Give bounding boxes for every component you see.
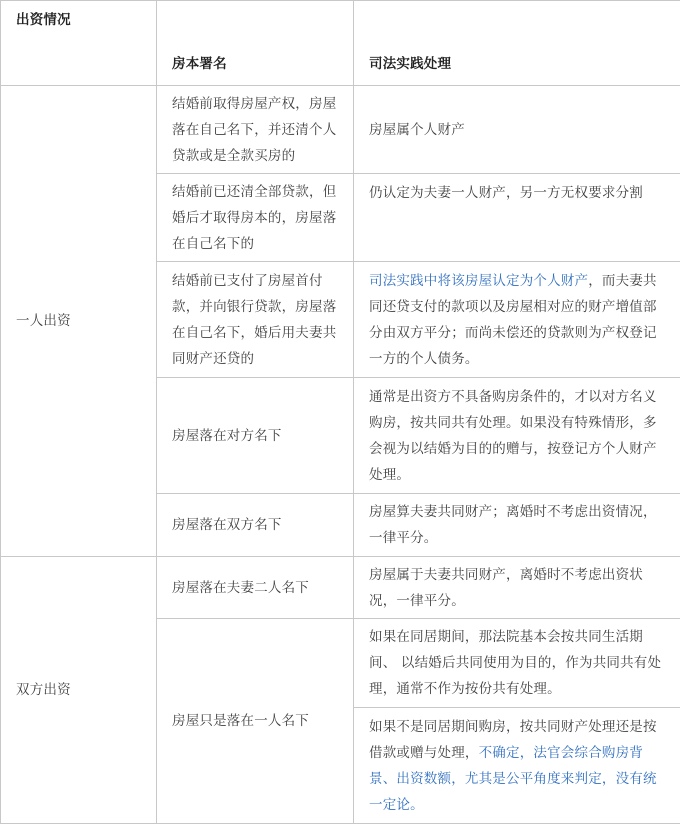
practice-cell — [354, 378, 680, 494]
header-judicial-practice: 司法实践处理 — [354, 1, 680, 86]
practice-text: 房屋属于夫妻共同财产，离婚时不考虑出资状况，一律平分。 — [369, 566, 643, 609]
table-row — [1, 86, 680, 174]
practice-cell — [354, 174, 680, 262]
practice-cell — [354, 262, 680, 378]
deed-name-cell: 结婚前取得房屋产权，房屋落在自己名下，并还清个人贷款或是全款买房的 — [157, 86, 354, 174]
funding-cell: 双方出资 — [1, 557, 157, 824]
practice-cell — [354, 86, 680, 174]
highlighted-text: 司法实践中将该房屋认定为个人财产 — [369, 272, 589, 289]
deed-name-cell: 结婚前已还清全部贷款，但婚后才取得房本的，房屋落在自己名下的 — [157, 174, 354, 262]
practice-cell — [354, 494, 680, 557]
practice-text: 房屋属个人财产 — [369, 121, 465, 138]
practice-text: 如果在同居期间，那法院基本会按共同生活期间、 以结婚后共同使用为目的，作为共同共有处理，通常不作为按份共有处理。 — [369, 629, 662, 697]
highlighted-text: 不确定，法官会综合购房背景、出资数额，尤其是公平角度来判定，没有统一定论。 — [369, 744, 657, 813]
practice-cell — [354, 557, 680, 619]
header-row — [1, 1, 680, 86]
practice-text: 仍认定为夫妻一人财产，另一方无权要求分割 — [369, 185, 643, 201]
deed-name-cell: 房屋落在夫妻二人名下 — [157, 557, 354, 619]
practice-text: 房屋算夫妻共同财产；离婚时不考虑出资情况，一律平分。 — [369, 504, 657, 546]
practice-cell — [354, 708, 680, 824]
practice-text: 通常是出资方不具备购房条件的，才以对方名义购房，按共同共有处理。如果没有特殊情形，多会视为以结婚为目的的赠与，按登记方个人财产处理。 — [369, 388, 657, 483]
deed-name-cell: 结婚前已支付了房屋首付款，并向银行贷款，房屋落在自己名下，婚后用夫妻共同财产还贷的 — [157, 262, 354, 378]
deed-name-cell: 房屋落在双方名下 — [157, 494, 354, 557]
deed-name-cell: 房屋只是落在一人名下 — [157, 619, 354, 824]
funding-cell: 一人出资 — [1, 86, 157, 557]
header-deed-name: 房本署名 — [157, 1, 354, 86]
table-row — [1, 557, 680, 619]
header-funding: 出资情况 — [1, 1, 157, 86]
practice-text: ，而夫妻共同还贷支付的款项以及房屋相对应的财产增值部分由双方平分；而尚未偿还的贷款则为产权登记一方的个人债务。 — [369, 272, 657, 367]
practice-cell — [354, 619, 680, 708]
practice-text: 如果不是同居期间购房，按共同财产处理还是按借款或赠与处理， — [369, 718, 657, 761]
deed-name-cell: 房屋落在对方名下 — [157, 378, 354, 494]
